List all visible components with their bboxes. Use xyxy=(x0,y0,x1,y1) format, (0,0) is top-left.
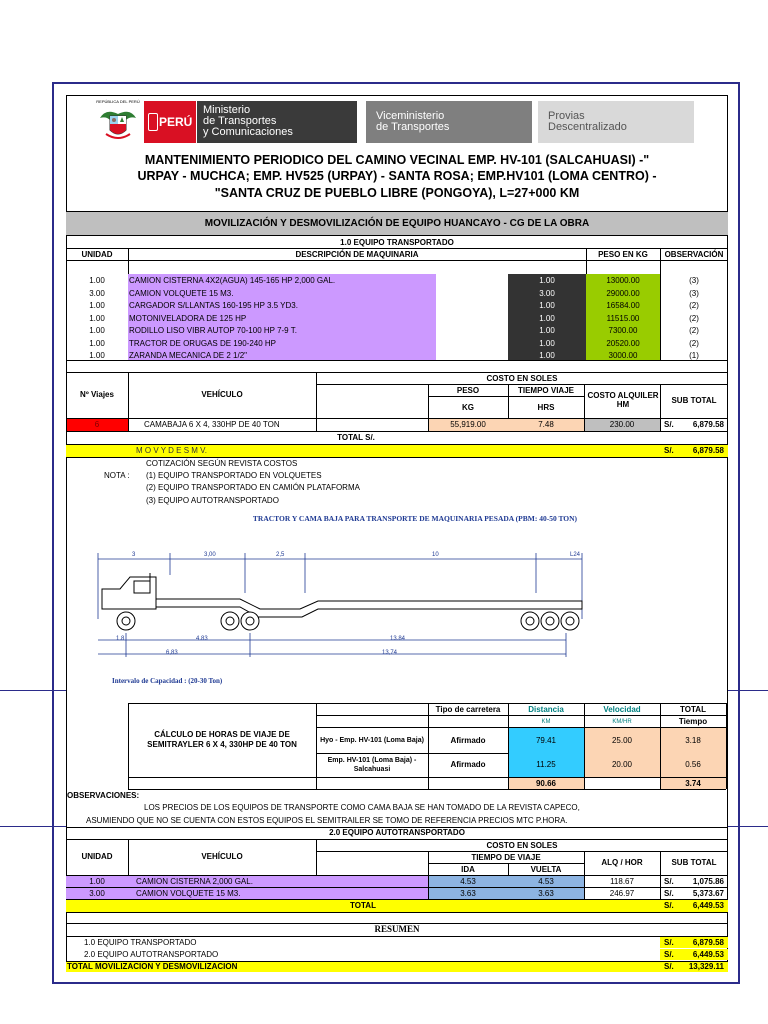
capacity-label: Intervalo de Capacidad : (20-30 Ton) xyxy=(112,677,223,685)
dim-bottom-4: 6,83 xyxy=(166,650,178,656)
s2-ida-header: IDA xyxy=(461,865,475,874)
equipment-desc: ZARANDA MECANICA DE 2 1/2" xyxy=(129,351,247,360)
rule xyxy=(428,396,584,397)
peso-header: PESO xyxy=(456,386,480,395)
rule xyxy=(726,703,727,789)
rule xyxy=(316,703,317,789)
provias-logo xyxy=(538,101,694,143)
title-line-1: MANTENIMIENTO PERIODICO DEL CAMINO VECINAL EMP. HV-101 (SALCAHUASI) -" xyxy=(144,153,650,167)
equipment-factor: 1.00 xyxy=(539,301,555,310)
section1-title: 1.0 EQUIPO TRANSPORTADO xyxy=(340,238,454,247)
observacion-line-1: LOS PRECIOS DE LOS EQUIPOS DE TRANSPORTE COMO CAMA BAJA SE HAN TOMADO DE LA REVISTA CAPECO, xyxy=(144,803,580,812)
rule xyxy=(66,431,728,432)
equipment-factor: 1.00 xyxy=(539,313,555,323)
equipment-unidad: 1.00 xyxy=(89,326,105,335)
observacion-line-2: ASUMIENDO QUE NO SE CUENTA CON ESTOS EQUIPOS EL SEMITRAILER SE TOMO DE REFERENCIA PRECIOS MTC P.HORA. xyxy=(86,816,568,825)
col-observacion-header: OBSERVACIÓN xyxy=(664,250,724,259)
dim-bottom-1: 1.8 xyxy=(116,636,125,642)
autotransport-alq: 246.97 xyxy=(609,889,635,898)
equipment-peso: 16584.00 xyxy=(606,301,640,310)
rule xyxy=(128,703,726,704)
equipment-desc: MOTONIVELADORA DE 125 HP xyxy=(129,313,247,323)
total-distance: 90.66 xyxy=(535,779,557,788)
tiempo-2: 0.56 xyxy=(685,760,701,769)
dim-bottom-5: 13,74 xyxy=(382,650,398,656)
equipment-unidad: 1.00 xyxy=(89,338,105,348)
dim-top-2: 3,00 xyxy=(204,552,216,558)
s2-vuelta-header: VUELTA xyxy=(530,865,562,874)
equipment-unidad: 1.00 xyxy=(89,301,105,310)
note-item-2: (2) EQUIPO TRANSPORTADO EN CAMIÓN PLATAFORMA xyxy=(146,483,360,492)
nota-label: NOTA : xyxy=(104,471,130,480)
shield-caption: REPÚBLICA DEL PERÚ xyxy=(96,99,140,104)
title-line-2: URPAY - MUCHCA; EMP. HV525 (URPAY) - SANTA ROSA; EMP.HV101 (LOMA CENTRO) - xyxy=(137,169,657,183)
equipment-factor: 1.00 xyxy=(539,276,555,285)
mov-desmov-currency: S/. xyxy=(664,446,674,455)
s2-tiempo-header: TIEMPO DE VIAJE xyxy=(471,853,541,862)
equipment-unidad: 1.00 xyxy=(89,313,105,323)
grand-total-currency: S/. xyxy=(664,962,674,971)
s2-total-currency: S/. xyxy=(664,901,674,910)
kg-header: KG xyxy=(462,403,474,412)
vel-1: 25.00 xyxy=(611,736,633,745)
peso-value: 55,919.00 xyxy=(450,420,486,429)
equipment-desc: CARGADOR S/LLANTAS 160-195 HP 3.5 YD3. xyxy=(129,301,298,310)
grand-total-value: 13,329.11 xyxy=(688,962,724,971)
peru-mark-icon xyxy=(148,113,158,131)
diagram-title: TRACTOR Y CAMA BAJA PARA TRANSPORTE DE MAQUINARIA PESADA (PBM: 40-50 TON) xyxy=(252,514,578,523)
equipment-factor: 3.00 xyxy=(539,288,555,298)
equipment-peso: 7300.00 xyxy=(608,326,638,335)
equipment-factor: 1.00 xyxy=(539,326,555,335)
equipment-obs: (3) xyxy=(689,288,699,298)
equipment-factor: 1.00 xyxy=(539,351,555,360)
autotransport-vehiculo: CAMION VOLQUETE 15 M3. xyxy=(136,889,241,898)
equipment-desc: CAMION VOLQUETE 15 M3. xyxy=(129,288,234,298)
vehiculo-value: CAMABAJA 6 X 4, 330HP DE 40 TON xyxy=(144,420,280,429)
truck-diagram xyxy=(90,545,600,665)
rule xyxy=(128,372,129,431)
equipment-obs: (1) xyxy=(689,351,699,360)
equipment-desc: CAMION CISTERNA 4X2(AGUA) 145-165 HP 2,000 GAL. xyxy=(129,276,336,285)
total-header: TOTAL xyxy=(680,705,706,714)
mov-desmov-value: 6,879.58 xyxy=(692,446,724,455)
autotransport-vuelta: 3.63 xyxy=(538,889,554,898)
equipment-peso: 3000.00 xyxy=(608,351,638,360)
ministerio-line-2: de Transportes xyxy=(203,115,277,127)
resumen-item-2-currency: S/. xyxy=(664,950,674,959)
costo-alquiler-header: COSTO ALQUILER HM xyxy=(587,391,659,409)
rule xyxy=(66,360,728,361)
rule xyxy=(66,912,728,913)
peru-logo xyxy=(144,101,196,143)
kmhr-header: KM/HR xyxy=(612,719,632,725)
autotransport-s: S/. xyxy=(664,889,674,898)
section2-title: 2.0 EQUIPO AUTOTRANSPORTADO xyxy=(329,828,465,837)
dim-top-1: 3 xyxy=(132,552,136,558)
velocidad-header: Velocidad xyxy=(603,705,641,714)
equipment-obs: (2) xyxy=(689,338,699,348)
autotransport-unidad: 3.00 xyxy=(89,889,105,898)
resumen-item-1-value: 6,879.58 xyxy=(692,938,724,947)
rule xyxy=(316,715,726,716)
note-item-1: (1) EQUIPO TRANSPORTADO EN VOLQUETES xyxy=(146,471,322,480)
s2-total-value: 6,449.53 xyxy=(692,901,724,910)
hrs-value: 7.48 xyxy=(538,420,554,429)
tipo-carretera-header: Tipo de carretera xyxy=(435,705,501,714)
mov-desmov-label: M O V Y D E S M V. xyxy=(136,446,207,455)
rule xyxy=(66,372,728,373)
travel-calc-label: CÁLCULO DE HORAS DE VIAJE DE SEMITRAYLER 6 X 4, 330HP DE 40 TON xyxy=(147,730,297,749)
rule xyxy=(128,777,726,778)
observaciones-label: OBSERVACIONES: xyxy=(67,791,140,800)
provias-line-2: Descentralizado xyxy=(548,121,627,133)
rule xyxy=(428,703,429,789)
grand-total-label: TOTAL MOVILIZACION Y DESMOVILIZACION xyxy=(67,962,238,971)
dist-1: 79.41 xyxy=(535,736,557,745)
equipment-peso: 11515.00 xyxy=(606,313,640,323)
autotransport-s: S/. xyxy=(664,877,674,886)
truck-body xyxy=(102,573,582,617)
tiempo-1: 3.18 xyxy=(685,736,701,745)
distancia-header: Distancia xyxy=(528,705,564,714)
wheels xyxy=(117,612,579,630)
autotransport-subtotal: 1,075.86 xyxy=(692,877,724,886)
autotransport-unidad: 1.00 xyxy=(89,877,105,886)
viceministerio-line-2: de Transportes xyxy=(376,121,450,133)
rule xyxy=(66,248,728,249)
equipment-peso: 13000.00 xyxy=(606,276,640,285)
rule xyxy=(428,863,584,864)
subtotal-value: 6,879.58 xyxy=(692,420,724,429)
resumen-item-2: 2.0 EQUIPO AUTOTRANSPORTADO xyxy=(84,950,219,959)
s2-unidad-header: UNIDAD xyxy=(81,852,113,861)
autotransport-subtotal: 5,373.67 xyxy=(692,889,724,898)
rule xyxy=(66,457,728,458)
rule xyxy=(316,851,728,852)
autotransport-vuelta: 4.53 xyxy=(538,877,554,886)
equipment-obs: (2) xyxy=(689,301,699,310)
dim-top-4: 10 xyxy=(432,552,439,558)
ministerio-line-3: y Comunicaciones xyxy=(203,126,293,138)
autotransport-alq: 118.67 xyxy=(610,877,634,886)
note-item-3: (3) EQUIPO AUTOTRANSPORTADO xyxy=(146,496,279,505)
rule xyxy=(66,936,728,937)
s2-subtotal-header: SUB TOTAL xyxy=(671,858,717,867)
equipment-unidad: 1.00 xyxy=(89,276,105,285)
tramo-1: Hyo - Emp. HV-101 (Loma Baja) xyxy=(320,737,424,744)
s2-alq-header: ALQ / HOR xyxy=(601,858,643,867)
costo-soles-header: COSTO EN SOLES xyxy=(486,374,558,383)
peru-shield-icon xyxy=(96,104,140,142)
col-peso-header: PESO EN KG xyxy=(598,250,648,259)
dim-bottom-3: 13.84 xyxy=(390,636,406,642)
title-line-3: "SANTA CRUZ DE PUEBLO LIBRE (PONGOYA), L=27+000 KM xyxy=(214,186,580,200)
tipo-1: Afirmado xyxy=(450,736,486,745)
resumen-item-1-currency: S/. xyxy=(664,938,674,947)
equipment-peso: 20520.00 xyxy=(606,338,640,348)
subtitle: MOVILIZACIÓN Y DESMOVILIZACIÓN DE EQUIPO HUANCAYO - CG DE LA OBRA xyxy=(204,218,590,229)
equipment-obs: (2) xyxy=(689,326,699,335)
viajes-value: 6 xyxy=(94,420,100,429)
vel-2: 20.00 xyxy=(611,760,633,769)
km-header: KM xyxy=(541,719,551,725)
hrs-header: HRS xyxy=(537,403,555,412)
resumen-item-1: 1.0 EQUIPO TRANSPORTADO xyxy=(84,938,197,947)
s2-vehiculo-header: VEHÍCULO xyxy=(201,852,243,861)
peru-label: PERÚ xyxy=(159,115,193,129)
ministerio-logo xyxy=(197,101,357,143)
autotransport-vehiculo: CAMION CISTERNA 2,000 GAL. xyxy=(136,877,253,886)
rule xyxy=(660,384,661,431)
costo-value: 230.00 xyxy=(609,420,635,429)
rule xyxy=(66,260,728,261)
resumen-item-2-value: 6,449.53 xyxy=(692,950,724,959)
rule xyxy=(128,789,726,790)
cotizacion-note: COTIZACIÓN SEGÚN REVISTA COSTOS xyxy=(146,459,298,468)
resumen-title: RESUMEN xyxy=(374,924,420,934)
provias-line-1: Provias xyxy=(548,110,585,122)
subtotal-currency: S/. xyxy=(664,420,674,429)
total-soles-label: TOTAL S/. xyxy=(337,433,375,442)
equipment-factor: 1.00 xyxy=(539,338,555,348)
viajes-header: Nº Viajes xyxy=(80,390,114,399)
dim-top-3: 2,5 xyxy=(276,552,285,558)
col-descripcion-header: DESCRIPCIÓN DE MAQUINARIA xyxy=(295,250,419,259)
equipment-unidad: 3.00 xyxy=(89,288,105,298)
s2-total-label: TOTAL xyxy=(350,901,376,910)
equipment-unidad: 1.00 xyxy=(89,351,105,360)
tiempo-header: Tiempo xyxy=(678,717,708,726)
equipment-obs: (2) xyxy=(689,313,699,323)
ministerio-line-1: Ministerio xyxy=(203,104,251,116)
col-unidad-header: UNIDAD xyxy=(81,250,113,259)
autotransport-ida: 3.63 xyxy=(460,889,476,898)
dim-top-5: L24 xyxy=(570,552,581,558)
equipment-desc: TRACTOR DE ORUGAS DE 190-240 HP xyxy=(129,338,277,348)
total-time: 3.74 xyxy=(685,779,701,788)
vehiculo-header: VEHÍCULO xyxy=(201,390,243,399)
tipo-2: Afirmado xyxy=(450,760,486,769)
viceministerio-logo xyxy=(366,101,532,143)
rule xyxy=(316,384,728,385)
subtotal-header: SUB TOTAL xyxy=(671,396,717,405)
rule xyxy=(66,839,728,840)
tiempo-viaje-header: TIEMPO VIAJE xyxy=(517,386,574,395)
equipment-peso: 29000.00 xyxy=(606,288,640,298)
dim-bottom-2: 4.83 xyxy=(196,636,208,642)
dist-2: 11.25 xyxy=(536,760,556,769)
equipment-desc: RODILLO LISO VIBR AUTOP 70-100 HP 7-9 T. xyxy=(129,326,297,335)
equipment-obs: (3) xyxy=(689,276,699,285)
autotransport-ida: 4.53 xyxy=(460,877,476,886)
s2-costo-header: COSTO EN SOLES xyxy=(486,841,558,850)
tramo-2: Emp. HV-101 (Loma Baja) - Salcahuasi xyxy=(327,757,417,773)
viceministerio-line-1: Viceministerio xyxy=(376,110,445,122)
